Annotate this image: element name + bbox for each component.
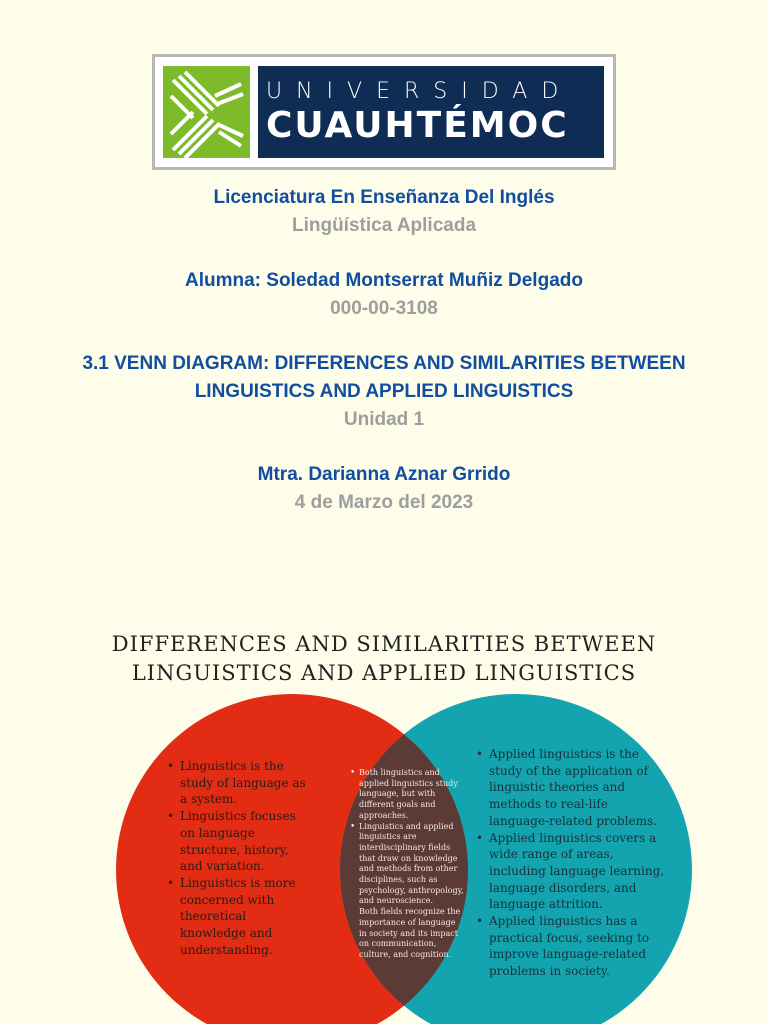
student-name: Alumna: Soledad Montserrat Muñiz Delgado (185, 270, 583, 291)
logo-universidad-text: UNIVERSIDAD (266, 79, 573, 104)
list-item: • Linguistics and applied linguistics are interdisciplinary fields that draw on knowledge and methods from other disciplines, such as psychology, anthropology, and neuroscience. (348, 822, 464, 908)
list-item: • Applied linguistics is the study of the application of linguistic theories and methods to real-life language-related problems. (476, 746, 666, 830)
assignment-title-line1: 3.1 VENN DIAGRAM: DIFFERENCES AND SIMILARITIES BETWEEN (82, 353, 686, 374)
date-label: 4 de Marzo del 2023 (294, 492, 474, 513)
assignment-title-line2: LINGUISTICS AND APPLIED LINGUISTICS (194, 381, 574, 402)
unit-label: Unidad 1 (343, 409, 425, 430)
degree-title: Licenciatura En Enseñanza Del Inglés (213, 187, 555, 208)
teacher-name: Mtra. Darianna Aznar Grrido (257, 464, 511, 485)
list-item: • Both linguistics and applied linguistics study language, but with different goals and approaches. (348, 768, 464, 822)
list-item: Both fields recognize the importance of language in society and its impact on communication, culture, and cognition. (359, 907, 461, 959)
logo-cuauhtemoc-text: CUAUHTÉMOC (266, 105, 569, 146)
list-item: • Linguistics focuses on language structure, history, and variation. (167, 808, 312, 875)
list-item: • Applied linguistics has a practical focus, seeking to improve language-related problems in society. (476, 913, 666, 980)
list-item: • Linguistics is more concerned with theoretical knowledge and understanding. (167, 875, 312, 959)
student-id: 000-00-3108 (330, 298, 438, 319)
applied-linguistics-list (476, 746, 666, 980)
linguistics-list (167, 758, 312, 958)
list-item: • Linguistics is the study of language as a system. (167, 758, 312, 808)
shared-list (348, 768, 464, 961)
venn-title-line2: LINGUISTICS AND APPLIED LINGUISTICS (131, 661, 637, 685)
subject-name: Lingüística Aplicada (291, 215, 477, 236)
venn-title-line1: DIFFERENCES AND SIMILARITIES BETWEEN (111, 632, 657, 656)
list-item: • Applied linguistics covers a wide range of areas, including language learning, language disorders, and language attrition. (476, 830, 666, 914)
